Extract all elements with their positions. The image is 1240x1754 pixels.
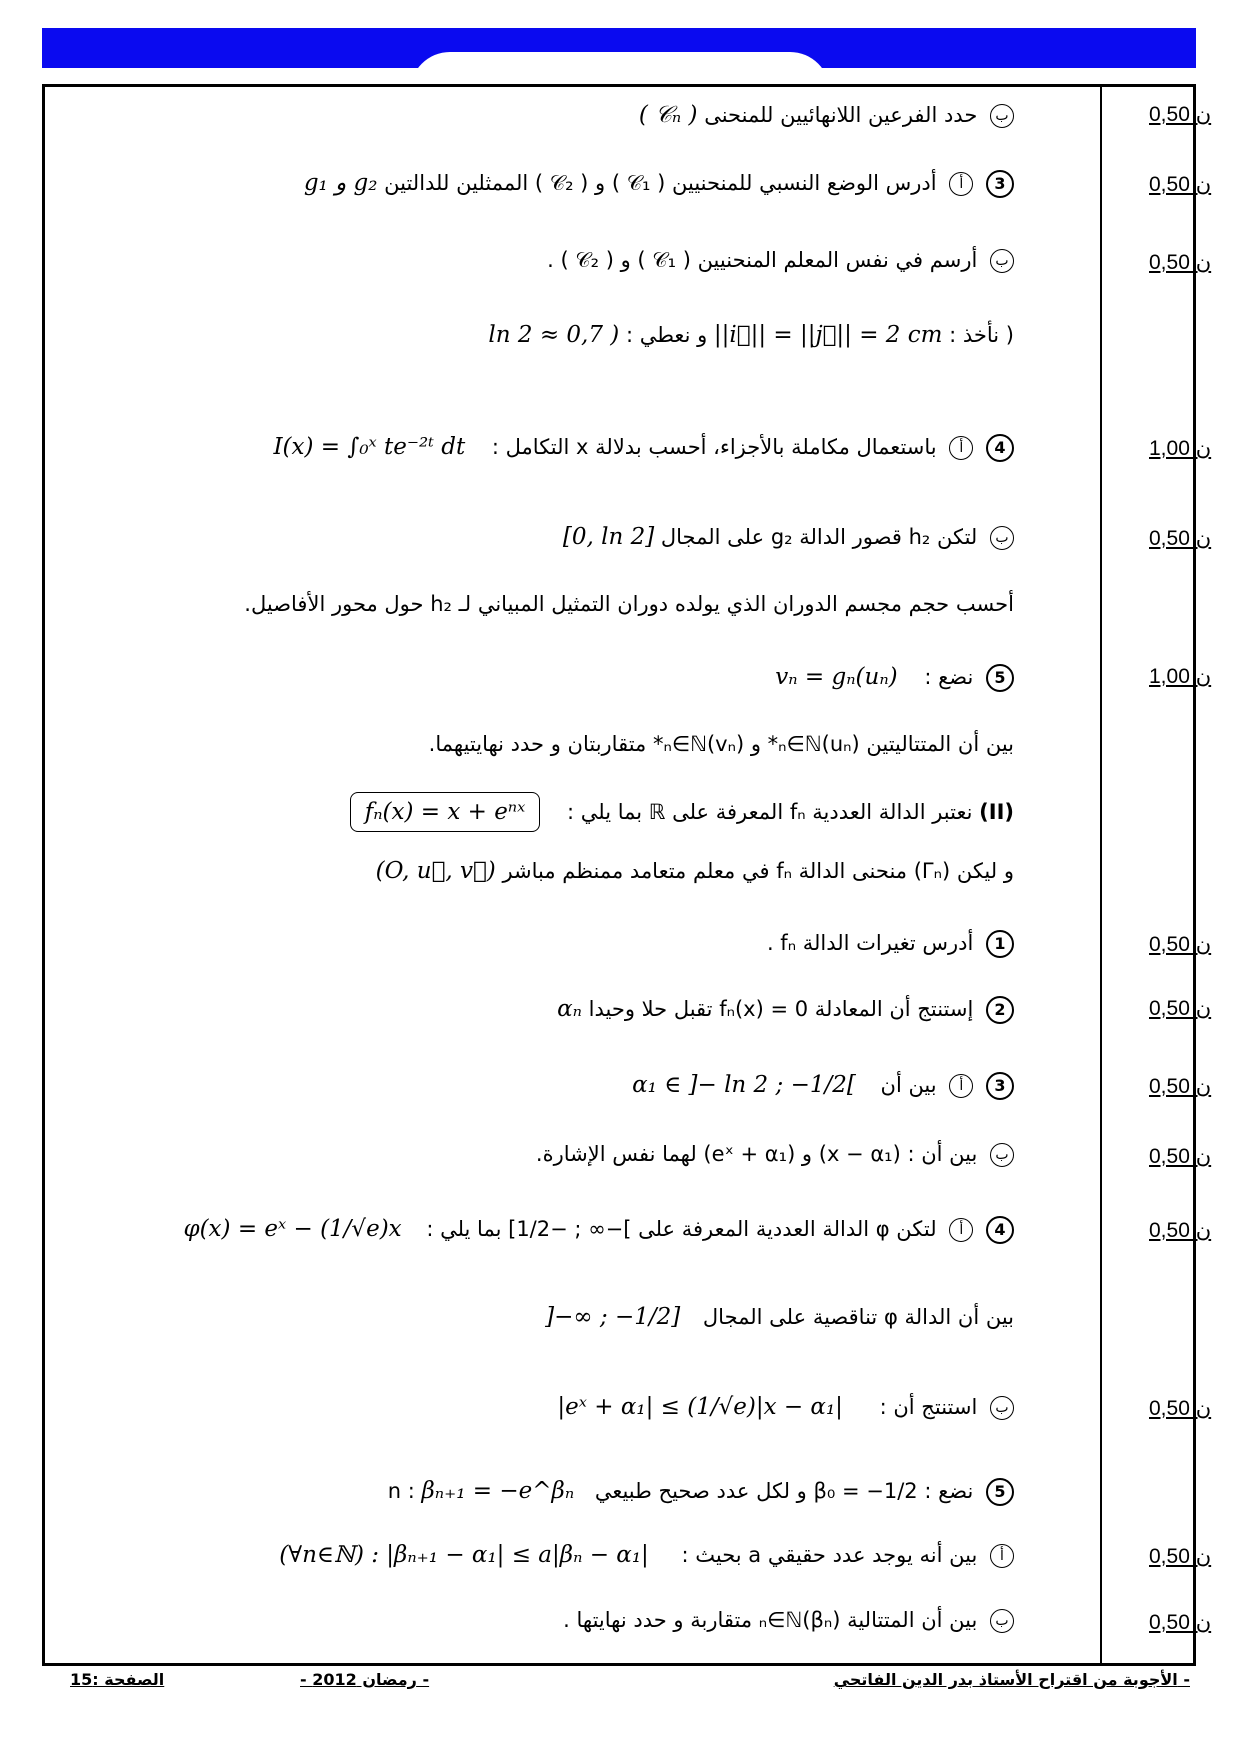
question-number: 4 [986,1216,1014,1244]
question-row [44,1538,1212,1586]
math-expr: |eˣ + α₁| ≤ (1/√e)|x − α₁| [557,1394,843,1420]
math-expr: [0, ln 2] [562,524,655,550]
points-label: 0,50 ن [1149,1611,1212,1634]
points-label: 0,50 ن [1149,1219,1212,1242]
math-expr: α₁ ∈ ]− ln 2 ; −1/2[ [632,1072,856,1098]
math-expr: ( 𝒞ₙ ) [638,102,698,128]
sub-item-marker: أ [949,436,973,460]
sub-item-marker: ب [990,1143,1014,1167]
statement: بين أن : (x − α₁) و (eˣ + α₁) لهما نفس الإشارة. [535,1142,978,1166]
sub-item-marker: ب [990,526,1014,550]
question-text [639,102,1014,128]
note-label: ( نأخذ : [949,323,1014,347]
question-row [44,588,1194,636]
statement: بين أنه يوجد عدد حقيقي a بحيث : [681,1543,978,1567]
question-row [44,1212,1212,1260]
question-number: 3 [986,170,1014,198]
question-text [775,664,1014,692]
math-expr: αₙ [557,996,582,1022]
points-label: 0,50 ن [1149,1075,1212,1098]
statement: استنتج أن : [879,1395,978,1419]
statement: إستنتج أن المعادلة fₙ(x) = 0 تقبل حلا وحيدا [588,997,974,1021]
question-number: 5 [986,664,1014,692]
statement: لتكن h₂ قصور الدالة g₂ على المجال [660,525,978,549]
sub-item-marker: أ [949,1074,973,1098]
question-row [44,238,1212,286]
points-label: 1,00 ن [1149,437,1212,460]
question-row [44,728,1194,776]
statement: نضع : β₀ = −1/2 و لكل عدد صحيح طبيعي n : [387,1479,974,1503]
question-row [44,1390,1212,1438]
question-text [563,1608,1014,1633]
question-text [545,1304,1014,1330]
sub-item-marker: أ [949,172,973,196]
statement: بين أن الدالة φ تناقصية على المجال [702,1305,1014,1329]
question-text [557,996,1014,1024]
question-text [183,1216,1014,1244]
question-row [44,92,1212,140]
note-label: و نعطي : [625,323,708,347]
sub-item-marker: ب [990,1396,1014,1420]
note-row [44,312,1194,360]
question-text [563,524,1014,550]
definition-box [350,792,541,832]
question-text [767,930,1014,958]
math-expr: I(x) = ∫₀ˣ te⁻²ᵗ dt [273,434,466,460]
points-label: 0,50 ن [1149,933,1212,956]
math-expr: g₁ و g₂ [303,170,378,196]
points-label: 0,50 ن [1149,103,1212,126]
question-text [376,858,1014,884]
question-number: 4 [986,434,1014,462]
question-row [44,926,1212,974]
question-text [279,1542,1014,1568]
statement: لتكن φ الدالة العددية المعرفة على ]−∞ ; −1/2] بما يلي : [426,1217,937,1241]
math-expr: vₙ = gₙ(uₙ) [775,664,898,690]
statement: نضع : [924,665,974,689]
question-text [632,1072,1014,1100]
math-expr: ]−∞ ; −1/2] [545,1304,681,1330]
math-expr: (∀n∈ℕ) : |βₙ₊₁ − α₁| ≤ a|βₙ − α₁| [279,1542,649,1568]
statement: أدرس تغيرات الدالة fₙ . [766,931,974,955]
statement: و ليكن (Γₙ) منحنى الدالة fₙ في معلم متعامد ممنظم مباشر [502,859,1014,883]
points-label: 0,50 ن [1149,1545,1212,1568]
question-text [304,170,1014,198]
sub-item-marker: ب [990,1609,1014,1633]
math-expr: ln 2 ≈ 0,7 ) [488,322,620,348]
sub-item-marker: ب [990,249,1014,273]
question-number: 3 [986,1072,1014,1100]
sub-item-marker: ب [990,104,1014,128]
question-row [44,160,1212,208]
points-label: 0,50 ن [1149,997,1212,1020]
math-expr: βₙ₊₁ = −e^βₙ [421,1478,575,1504]
question-number: 1 [986,930,1014,958]
math-expr: φ(x) = eˣ − (1/√e)x [183,1216,402,1242]
question-row [44,852,1194,900]
question-text [273,434,1014,462]
math-expr: ||i⃗|| = ||j⃗|| = 2 cm [713,322,943,348]
part-text [350,792,1014,832]
statement: أدرس الوضع النسبي للمنحنيين ( 𝒞₁ ) و ( 𝒞₂ ) الممثلين للدالتين [384,171,937,195]
sub-item-marker: أ [990,1544,1014,1568]
points-label: 0,50 ن [1149,1397,1212,1420]
statement: بين أن [880,1073,937,1097]
note-text [488,322,1014,348]
sub-item-marker: أ [949,1218,973,1242]
question-text [557,1394,1014,1420]
math-expr: (O, u⃗, v⃗) [375,858,496,884]
question-row [44,992,1212,1040]
footer-date: - رمضان 2012 - [300,1670,430,1689]
question-row [44,428,1212,476]
question-row [44,1138,1212,1186]
question-text [388,1478,1014,1506]
statement: بين أن المتتالية (βₙ)ₙ∈ℕ متقاربة و حدد نهايتها . [563,1608,978,1632]
statement: حدد الفرعين اللانهائيين للمنحنى [704,103,978,127]
points-label: 1,00 ن [1149,665,1212,688]
question-text [547,248,1014,273]
question-number: 5 [986,1478,1014,1506]
statement: نعتبر الدالة العددية fₙ المعرفة على ℝ بما يلي : [566,800,973,824]
page-footer [70,1670,1190,1696]
question-text: أحسب حجم مجسم الدوران الذي يولده دوران التمثيل المبياني لـ h₂ حول محور الأفاصيل. [244,592,1014,616]
question-row [44,1068,1212,1116]
question-number: 2 [986,996,1014,1024]
statement: باستعمال مكاملة بالأجزاء، أحسب بدلالة x التكامل : [491,435,937,459]
math-expr: fₙ(x) = x + eⁿˣ [364,799,526,825]
question-text: بين أن المتتاليتين (uₙ)ₙ∈ℕ* و (vₙ)ₙ∈ℕ* متقاربتان و حدد نهايتيهما. [428,732,1014,756]
footer-author: الأجوبة من اقتراح الأستاذ بدر الدين الفاتحي - [833,1670,1190,1689]
statement: أرسم في نفس المعلم المنحنيين ( 𝒞₁ ) و ( 𝒞₂ ) . [547,248,978,272]
points-label: 0,50 ن [1149,1145,1212,1168]
question-row [44,1300,1194,1348]
points-label: 0,50 ن [1149,527,1212,550]
part-heading-row [44,786,1194,834]
question-row [44,1604,1212,1652]
question-text [536,1142,1014,1167]
points-label: 0,50 ن [1149,173,1212,196]
part-label: (II) [979,800,1014,824]
question-row [44,660,1212,708]
question-row [44,520,1212,568]
points-label: 0,50 ن [1149,251,1212,274]
question-row [44,1474,1194,1522]
footer-page-number: الصفحة :15 [70,1670,165,1689]
